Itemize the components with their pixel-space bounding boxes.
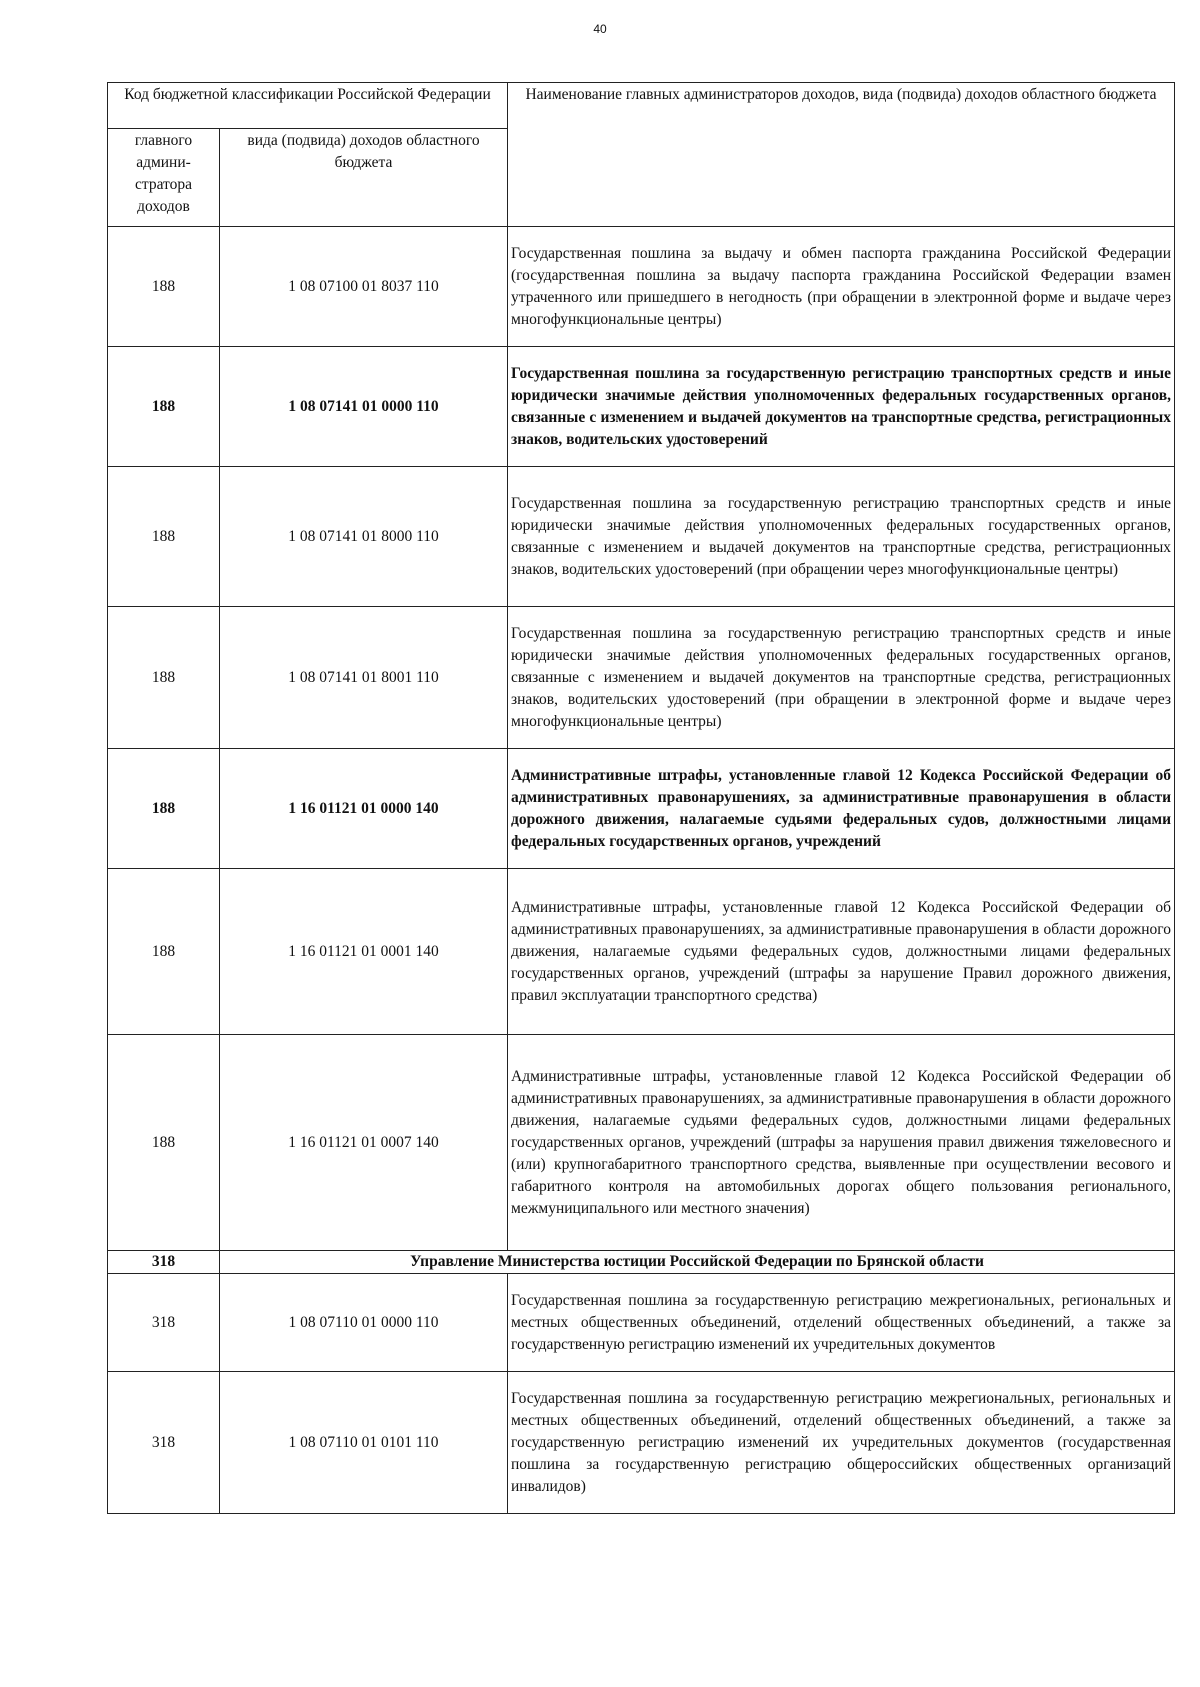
revenue-name: Государственная пошлина за выдачу и обмен паспорта гражданина Российской Федерации (государственная пошлина за выдачу паспорта гражданина Российской Федерации взамен утраченного или пришедшего в негодность (при обращении в электронной форме и выдаче через многофункциональные центры) bbox=[508, 227, 1175, 347]
admin-code: 188 bbox=[108, 607, 220, 749]
table-row bbox=[108, 467, 1175, 607]
admin-code: 318 bbox=[108, 1372, 220, 1514]
revenue-name: Административные штрафы, установленные главой 12 Кодекса Российской Федерации об административных правонарушениях, за административные правонарушения в области дорожного движения, налагаемые судьями федеральных судов, должностными лицами федеральных государственных органов, учреждений (штрафы за нарушения правил движения тяжеловесного и (или) крупногабаритного транспортного средства, выявленные при осуществлении весового и габаритного контроля на автомобильных дорогах общего пользования регионального, межмуниципального или местного значения) bbox=[508, 1035, 1175, 1251]
revenue-code: 1 08 07141 01 8000 110 bbox=[220, 467, 508, 607]
revenue-code: 1 16 01121 01 0007 140 bbox=[220, 1035, 508, 1251]
table-row bbox=[108, 1035, 1175, 1251]
revenue-code: 1 16 01121 01 0000 140 bbox=[220, 749, 508, 869]
admin-code: 318 bbox=[108, 1274, 220, 1372]
table-row bbox=[108, 347, 1175, 467]
table-row bbox=[108, 869, 1175, 1035]
revenue-name: Государственная пошлина за государственную регистрацию транспортных средств и иные юридически значимые действия уполномоченных федеральных государственных органов, связанные с изменением и выдачей документов на транспортные средства, регистрационных знаков, водительских удостоверений (при обращении через многофункциональные центры) bbox=[508, 467, 1175, 607]
revenue-name: Государственная пошлина за государственную регистрацию транспортных средств и иные юридически значимые действия уполномоченных федеральных государственных органов, связанные с изменением и выдачей документов на транспортные средства, регистрационных знаков, водительских удостоверений (при обращении в электронной форме и выдаче через многофункциональные центры) bbox=[508, 607, 1175, 749]
budget-classification-table bbox=[107, 82, 1175, 1514]
revenue-name: Административные штрафы, установленные главой 12 Кодекса Российской Федерации об административных правонарушениях, за административные правонарушения в области дорожного движения, налагаемые судьями федеральных судов, должностными лицами федеральных государственных органов, учреждений (штрафы за нарушение Правил дорожного движения, правил эксплуатации транспортного средства) bbox=[508, 869, 1175, 1035]
admin-code: 188 bbox=[108, 869, 220, 1035]
revenue-code: 1 08 07110 01 0000 110 bbox=[220, 1274, 508, 1372]
revenue-name: Государственная пошлина за государственную регистрацию транспортных средств и иные юридически значимые действия уполномоченных федеральных государственных органов, связанные с изменением и выдачей документов на транспортные средства, регистрационных знаков, водительских удостоверений bbox=[508, 347, 1175, 467]
admin-code: 188 bbox=[108, 347, 220, 467]
header-name-column: Наименование главных администраторов доходов, вида (подвида) доходов областного бюджета bbox=[508, 83, 1175, 227]
header-admin-column: главного админи-стратора доходов bbox=[108, 129, 220, 227]
admin-code: 188 bbox=[108, 227, 220, 347]
table-row bbox=[108, 227, 1175, 347]
revenue-code: 1 08 07141 01 8001 110 bbox=[220, 607, 508, 749]
revenue-code: 1 08 07110 01 0101 110 bbox=[220, 1372, 508, 1514]
admin-code: 318 bbox=[108, 1251, 220, 1274]
table-row bbox=[108, 607, 1175, 749]
section-title: Управление Министерства юстиции Российской Федерации по Брянской области bbox=[220, 1251, 1175, 1274]
table-row bbox=[108, 749, 1175, 869]
admin-code: 188 bbox=[108, 467, 220, 607]
revenue-name: Государственная пошлина за государственную регистрацию межрегиональных, региональных и местных общественных объединений, отделений общественных объединений, а также за государственную регистрацию изменений их учредительных документов (государственная пошлина за государственную регистрацию общероссийских общественных организаций инвалидов) bbox=[508, 1372, 1175, 1514]
table-row bbox=[108, 1274, 1175, 1372]
revenue-name: Государственная пошлина за государственную регистрацию межрегиональных, региональных и местных общественных объединений, отделений общественных объединений, а также за государственную регистрацию изменений их учредительных документов bbox=[508, 1274, 1175, 1372]
revenue-code: 1 08 07141 01 0000 110 bbox=[220, 347, 508, 467]
table-row bbox=[108, 1372, 1175, 1514]
section-row bbox=[108, 1251, 1175, 1274]
revenue-name: Административные штрафы, установленные главой 12 Кодекса Российской Федерации об административных правонарушениях, за административные правонарушения в области дорожного движения, налагаемые судьями федеральных судов, должностными лицами федеральных государственных органов, учреждений bbox=[508, 749, 1175, 869]
header-code-group: Код бюджетной классификации Российской Федерации bbox=[108, 83, 508, 129]
revenue-code: 1 08 07100 01 8037 110 bbox=[220, 227, 508, 347]
table-header-row bbox=[108, 83, 1175, 129]
page-number: 40 bbox=[593, 22, 607, 36]
revenue-code: 1 16 01121 01 0001 140 bbox=[220, 869, 508, 1035]
admin-code: 188 bbox=[108, 749, 220, 869]
header-kind-column: вида (подвида) доходов областного бюджета bbox=[220, 129, 508, 227]
admin-code: 188 bbox=[108, 1035, 220, 1251]
